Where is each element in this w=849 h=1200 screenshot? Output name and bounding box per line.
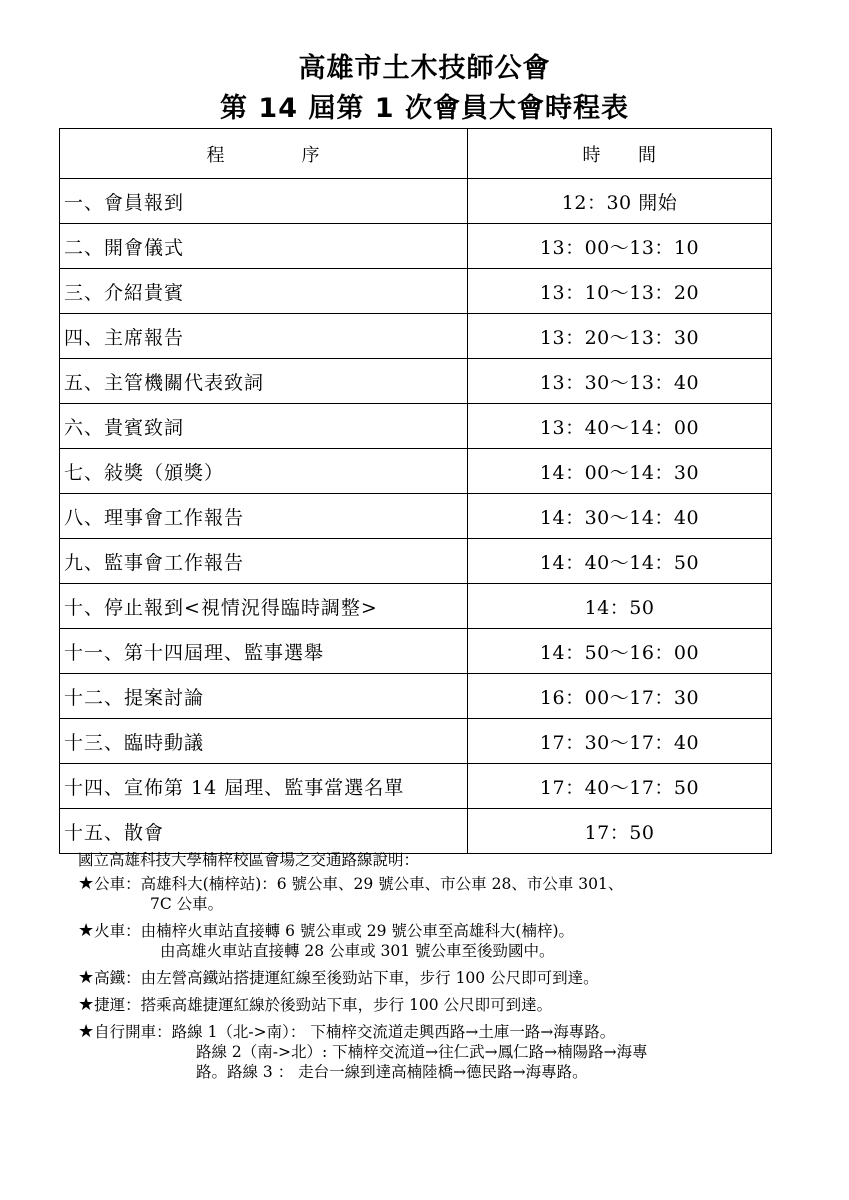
- time-cell: 16：00～17：30: [468, 674, 772, 719]
- bus-line2: 7C 公車。: [150, 895, 224, 913]
- time-cell: 12：30 開始: [468, 179, 772, 224]
- mrt-info: [78, 995, 818, 1015]
- program-item-cell: 八、理事會工作報告: [60, 494, 468, 539]
- table-header-row: [60, 129, 772, 179]
- hsr-line: 高鐵：由左營高鐵站搭捷運紅線至後勁站下車，步行 100 公尺即可到達。: [94, 969, 599, 987]
- program-item-cell: 七、敍獎（頒獎）: [60, 449, 468, 494]
- schedule-body: [60, 179, 772, 854]
- table-row: [60, 719, 772, 764]
- program-item-cell: 十、停止報到<視情況得臨時調整>: [60, 584, 468, 629]
- header-program: 程 序: [60, 129, 468, 179]
- time-cell: 14：30～14：40: [468, 494, 772, 539]
- transport-notes: [78, 850, 818, 1089]
- drive-line2: 路線 2（南->北）: 下楠梓交流道→往仁武→鳳仁路→楠陽路→海專: [196, 1043, 648, 1061]
- train-line1: 火車：由楠梓火車站直接轉 6 號公車或 29 號公車至高雄科大(楠梓)。: [94, 922, 575, 940]
- time-cell: 14：00～14：30: [468, 449, 772, 494]
- star-icon: ★: [78, 1021, 95, 1042]
- table-row: [60, 494, 772, 539]
- table-row: [60, 404, 772, 449]
- table-row: [60, 764, 772, 809]
- program-item-cell: 五、主管機關代表致詞: [60, 359, 468, 404]
- program-item-cell: 四、主席報告: [60, 314, 468, 359]
- table-row: [60, 359, 772, 404]
- title-line2: 第 14 屆第 1 次會員大會時程表: [220, 93, 629, 124]
- table-row: [60, 674, 772, 719]
- program-item-cell: 三、介紹貴賓: [60, 269, 468, 314]
- bus-info: [78, 874, 818, 914]
- bus-line1: 公車：高雄科大(楠梓站)：6 號公車、29 號公車、市公車 28、市公車 301、: [94, 875, 624, 893]
- hsr-info: [78, 968, 818, 988]
- time-cell: 13：40～14：00: [468, 404, 772, 449]
- program-item-cell: 十一、第十四屆理、監事選舉: [60, 629, 468, 674]
- program-item-cell: 十五、散會: [60, 809, 468, 854]
- transport-intro: 國立高雄科技大學楠梓校區會場之交通路線說明：: [78, 851, 420, 869]
- program-item-cell: 一、會員報到: [60, 179, 468, 224]
- mrt-line: 捷運：搭乘高雄捷運紅線於後勁站下車，步行 100 公尺即可到達。: [94, 996, 553, 1014]
- program-item-cell: 六、貴賓致詞: [60, 404, 468, 449]
- table-row: [60, 539, 772, 584]
- program-item-cell: 九、監事會工作報告: [60, 539, 468, 584]
- header-time: 時 間: [468, 129, 772, 179]
- table-row: [60, 224, 772, 269]
- table-row: [60, 179, 772, 224]
- program-item-cell: 二、開會儀式: [60, 224, 468, 269]
- program-item-cell: 十四、宣佈第 14 屆理、監事當選名單: [60, 764, 468, 809]
- time-cell: 17：40～17：50: [468, 764, 772, 809]
- table-row: [60, 314, 772, 359]
- table-row: [60, 584, 772, 629]
- time-cell: 13：30～13：40: [468, 359, 772, 404]
- schedule-table: [59, 128, 772, 854]
- time-cell: 14：50: [468, 584, 772, 629]
- drive-line3: 路。路線 3 ： 走台一線到達高楠陸橋→德民路→海專路。: [196, 1063, 588, 1081]
- drive-line1: 自行開車：路線 1（北->南）： 下楠梓交流道走興西路→土庫一路→海專路。: [94, 1023, 616, 1041]
- table-row: [60, 269, 772, 314]
- time-cell: 14：40～14：50: [468, 539, 772, 584]
- time-cell: 17：30～17：40: [468, 719, 772, 764]
- star-icon: ★: [78, 873, 95, 894]
- time-cell: 13：00～13：10: [468, 224, 772, 269]
- title-line1: 高雄市土木技師公會: [298, 53, 551, 84]
- train-line2: 由高雄火車站直接轉 28 公車或 301 號公車至後勁國中。: [160, 942, 555, 960]
- time-cell: 13：20～13：30: [468, 314, 772, 359]
- train-info: [78, 921, 818, 961]
- table-row: [60, 629, 772, 674]
- table-row: [60, 449, 772, 494]
- time-cell: 13：10～13：20: [468, 269, 772, 314]
- star-icon: ★: [78, 920, 95, 941]
- star-icon: ★: [78, 994, 95, 1015]
- program-item-cell: 十三、臨時動議: [60, 719, 468, 764]
- time-cell: 14：50～16：00: [468, 629, 772, 674]
- star-icon: ★: [78, 967, 95, 988]
- drive-info: [78, 1022, 818, 1082]
- program-item-cell: 十二、提案討論: [60, 674, 468, 719]
- time-cell: 17：50: [468, 809, 772, 854]
- table-row: [60, 809, 772, 854]
